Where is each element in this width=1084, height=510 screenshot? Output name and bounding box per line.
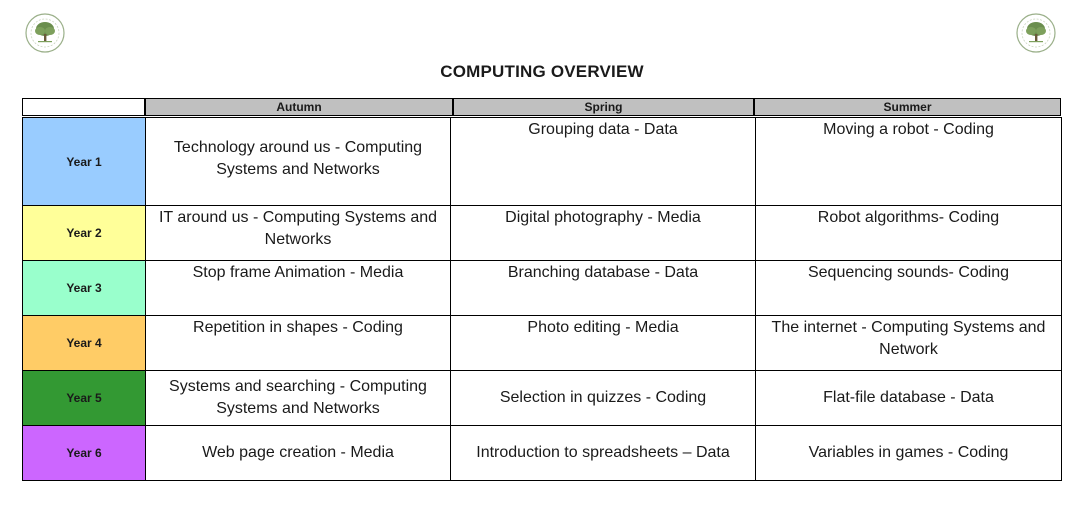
table-row — [23, 426, 1062, 481]
summer-cell: Sequencing sounds- Coding — [756, 261, 1062, 316]
year-label: Year 3 — [23, 261, 146, 316]
summer-cell: Robot algorithms- Coding — [756, 206, 1062, 261]
header-cell-blank — [22, 98, 145, 116]
spring-cell: Digital photography - Media — [451, 206, 756, 261]
page-title: COMPUTING OVERVIEW — [440, 62, 644, 81]
autumn-cell: Repetition in shapes - Coding — [146, 316, 451, 371]
spring-cell: Branching database - Data — [451, 261, 756, 316]
year-label: Year 2 — [23, 206, 146, 261]
summer-cell: Flat-file database - Data — [756, 371, 1062, 426]
table-row — [23, 261, 1062, 316]
autumn-cell: Stop frame Animation - Media — [146, 261, 451, 316]
summer-cell: The internet - Computing Systems and Network — [756, 316, 1062, 371]
year-label: Year 4 — [23, 316, 146, 371]
table-row — [23, 118, 1062, 206]
spring-cell: Grouping data - Data — [451, 118, 756, 206]
school-logo-left — [24, 12, 66, 54]
curriculum-table — [22, 117, 1062, 481]
spring-cell: Introduction to spreadsheets – Data — [451, 426, 756, 481]
summer-cell: Variables in games - Coding — [756, 426, 1062, 481]
year-label: Year 1 — [23, 118, 146, 206]
spring-cell: Photo editing - Media — [451, 316, 756, 371]
autumn-cell: IT around us - Computing Systems and Networks — [146, 206, 451, 261]
header-cell-spring: Spring — [453, 98, 754, 116]
table-row — [23, 316, 1062, 371]
year-label: Year 5 — [23, 371, 146, 426]
autumn-cell: Web page creation - Media — [146, 426, 451, 481]
spring-cell: Selection in quizzes - Coding — [451, 371, 756, 426]
school-logo-right — [1015, 12, 1057, 54]
table-row — [23, 206, 1062, 261]
autumn-cell: Systems and searching - Computing Systems and Networks — [146, 371, 451, 426]
header-cell-summer: Summer — [754, 98, 1061, 116]
summer-cell: Moving a robot - Coding — [756, 118, 1062, 206]
table-row — [23, 371, 1062, 426]
tree-badge-icon — [1015, 12, 1057, 54]
tree-badge-icon — [24, 12, 66, 54]
year-label: Year 6 — [23, 426, 146, 481]
autumn-cell: Technology around us - Computing Systems and Networks — [146, 118, 451, 206]
header-cell-autumn: Autumn — [145, 98, 453, 116]
